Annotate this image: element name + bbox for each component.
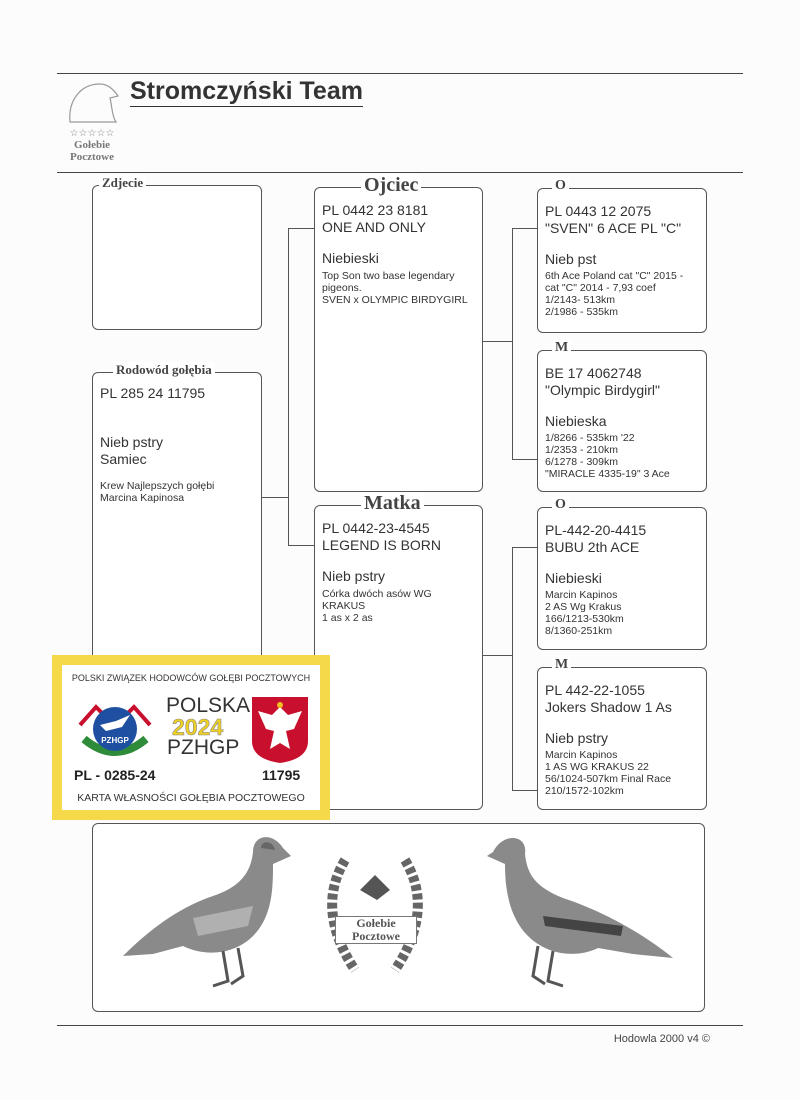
fm-ring: BE 17 4062748 [545, 365, 642, 381]
polish-eagle-icon [250, 695, 310, 765]
connector [288, 228, 314, 229]
card-footer: KARTA WŁASNOŚCI GOŁĘBIA POCZTOWEGO [77, 792, 305, 804]
connector [483, 655, 512, 656]
laurel-wreath-icon [315, 840, 435, 990]
ff-ring: PL 0443 12 2075 [545, 203, 652, 219]
card-pzhgp: PZHGP [167, 736, 240, 759]
mm-label: M [552, 657, 571, 673]
ff-name: "SVEN" 6 ACE PL "C" [545, 220, 682, 236]
ff-color: Nieb pst [545, 251, 597, 267]
connector [483, 341, 512, 342]
mother-name: LEGEND IS BORN [322, 537, 442, 553]
card-header: POLSKI ZWIĄZEK HODOWCÓW GOŁĘBI POCZTOWYCH [71, 673, 311, 683]
pigeon-note: Krew Najlepszych gołębi [100, 480, 215, 492]
pigeon-color: Nieb pstry [100, 434, 164, 450]
mm-color: Nieb pstry [545, 730, 609, 746]
fm-name: "Olympic Birdygirl" [545, 382, 660, 398]
father-name: ONE AND ONLY [322, 219, 426, 235]
card-ring-left: PL - 0285-24 [74, 767, 156, 783]
card-ring-right: 11795 [262, 767, 301, 783]
footer-text: Hodowla 2000 v4 © [613, 1033, 710, 1045]
mother-ring: PL 0442-23-4545 [322, 520, 430, 536]
connector [512, 547, 537, 548]
ownership-card [52, 655, 330, 820]
photo-box [92, 175, 262, 330]
mother-note: KRAKUS [322, 600, 366, 612]
fm-note: 6/1278 - 309km [545, 456, 618, 468]
mf-box [537, 497, 707, 650]
footer-rule [57, 1025, 743, 1026]
fm-color: Niebieska [545, 413, 607, 429]
father-note: SVEN x OLYMPIC BIRDYGIRL [322, 294, 468, 306]
father-note: Top Son two base legendary [322, 270, 455, 282]
fm-note: 1/2353 - 210km [545, 444, 618, 456]
banner-logo-text: Pocztowe [352, 929, 400, 943]
father-box [314, 174, 483, 492]
mm-note: 1 AS WG KRAKUS 22 [545, 761, 649, 773]
mf-ring: PL-442-20-4415 [545, 522, 647, 538]
connector [288, 228, 289, 546]
father-color: Niebieski [322, 250, 379, 266]
fm-box [537, 340, 707, 492]
mf-note: 2 AS Wg Krakus [545, 601, 622, 613]
mm-box [537, 657, 707, 810]
top-rule [57, 73, 743, 74]
banner-box [92, 823, 705, 1012]
mf-name: BUBU 2th ACE [545, 539, 640, 555]
logo-text: Pocztowe [70, 151, 114, 163]
mf-color: Niebieski [545, 570, 602, 586]
connector [512, 790, 537, 791]
pigeon-label: Rodowód gołębia [113, 362, 215, 378]
ff-label: O [552, 178, 569, 194]
ff-note: 1/2143- 513km [545, 294, 616, 306]
pzhgp-emblem [76, 695, 154, 761]
banner-logo [315, 840, 435, 990]
mm-note: 210/1572-102km [545, 785, 624, 797]
pigeon-sex: Samiec [100, 451, 147, 467]
fm-note: "MIRACLE 4335-19" 3 Ace [545, 468, 670, 480]
pigeon-left-image [113, 826, 298, 996]
connector [512, 459, 537, 460]
mf-note: Marcin Kapinos [545, 589, 618, 601]
mm-ring: PL 442-22-1055 [545, 682, 645, 698]
ff-note: 2/1986 - 535km [545, 306, 618, 318]
father-note: pigeons. [322, 282, 362, 294]
connector [288, 545, 314, 546]
logo-text: Gołebie [73, 139, 111, 151]
mf-note: 8/1360-251km [545, 625, 613, 637]
father-label: Ojciec [361, 174, 421, 197]
pigeon-note: Marcina Kapinosa [100, 492, 185, 504]
pigeon-head-icon [62, 76, 122, 124]
fm-note: 1/8266 - 535km '22 [545, 432, 635, 444]
mother-note: 1 as x 2 as [322, 612, 373, 624]
mother-note: Córka dwóch asów WG [322, 588, 432, 600]
connector [512, 547, 513, 790]
mf-note: 166/1213-530km [545, 613, 624, 625]
ff-note: 6th Ace Poland cat "C" 2015 - [545, 270, 684, 282]
emblem-text: PZHGP [101, 736, 129, 745]
card-year: 2024 [172, 714, 224, 740]
mother-color: Nieb pstry [322, 568, 386, 584]
mm-name: Jokers Shadow 1 As [545, 699, 672, 715]
stars: ☆☆☆☆☆ [69, 128, 115, 139]
mother-label: Matka [361, 492, 424, 515]
page-title: Stromczyński Team [130, 77, 363, 105]
pigeon-ring: PL 285 24 11795 [100, 385, 206, 401]
connector [512, 228, 513, 460]
father-ring: PL 0442 23 8181 [322, 202, 429, 218]
mother-box [314, 492, 483, 810]
connector [512, 228, 537, 229]
mm-note: Marcin Kapinos [545, 749, 618, 761]
card-polska: POLSKA [166, 694, 251, 717]
pigeon-right-image [483, 826, 683, 996]
fm-label: M [552, 340, 571, 356]
banner-logo-text: Gołebie [356, 916, 396, 930]
ff-note: cat "C" 2014 - 7,93 coef [545, 282, 656, 294]
logo [56, 76, 128, 162]
mm-note: 56/1024-507km Final Race [545, 773, 672, 785]
connector [262, 497, 288, 498]
photo-label: Zdjecie [99, 175, 146, 191]
mf-label: O [552, 497, 569, 513]
header-rule [57, 172, 743, 173]
ff-box [537, 178, 707, 333]
